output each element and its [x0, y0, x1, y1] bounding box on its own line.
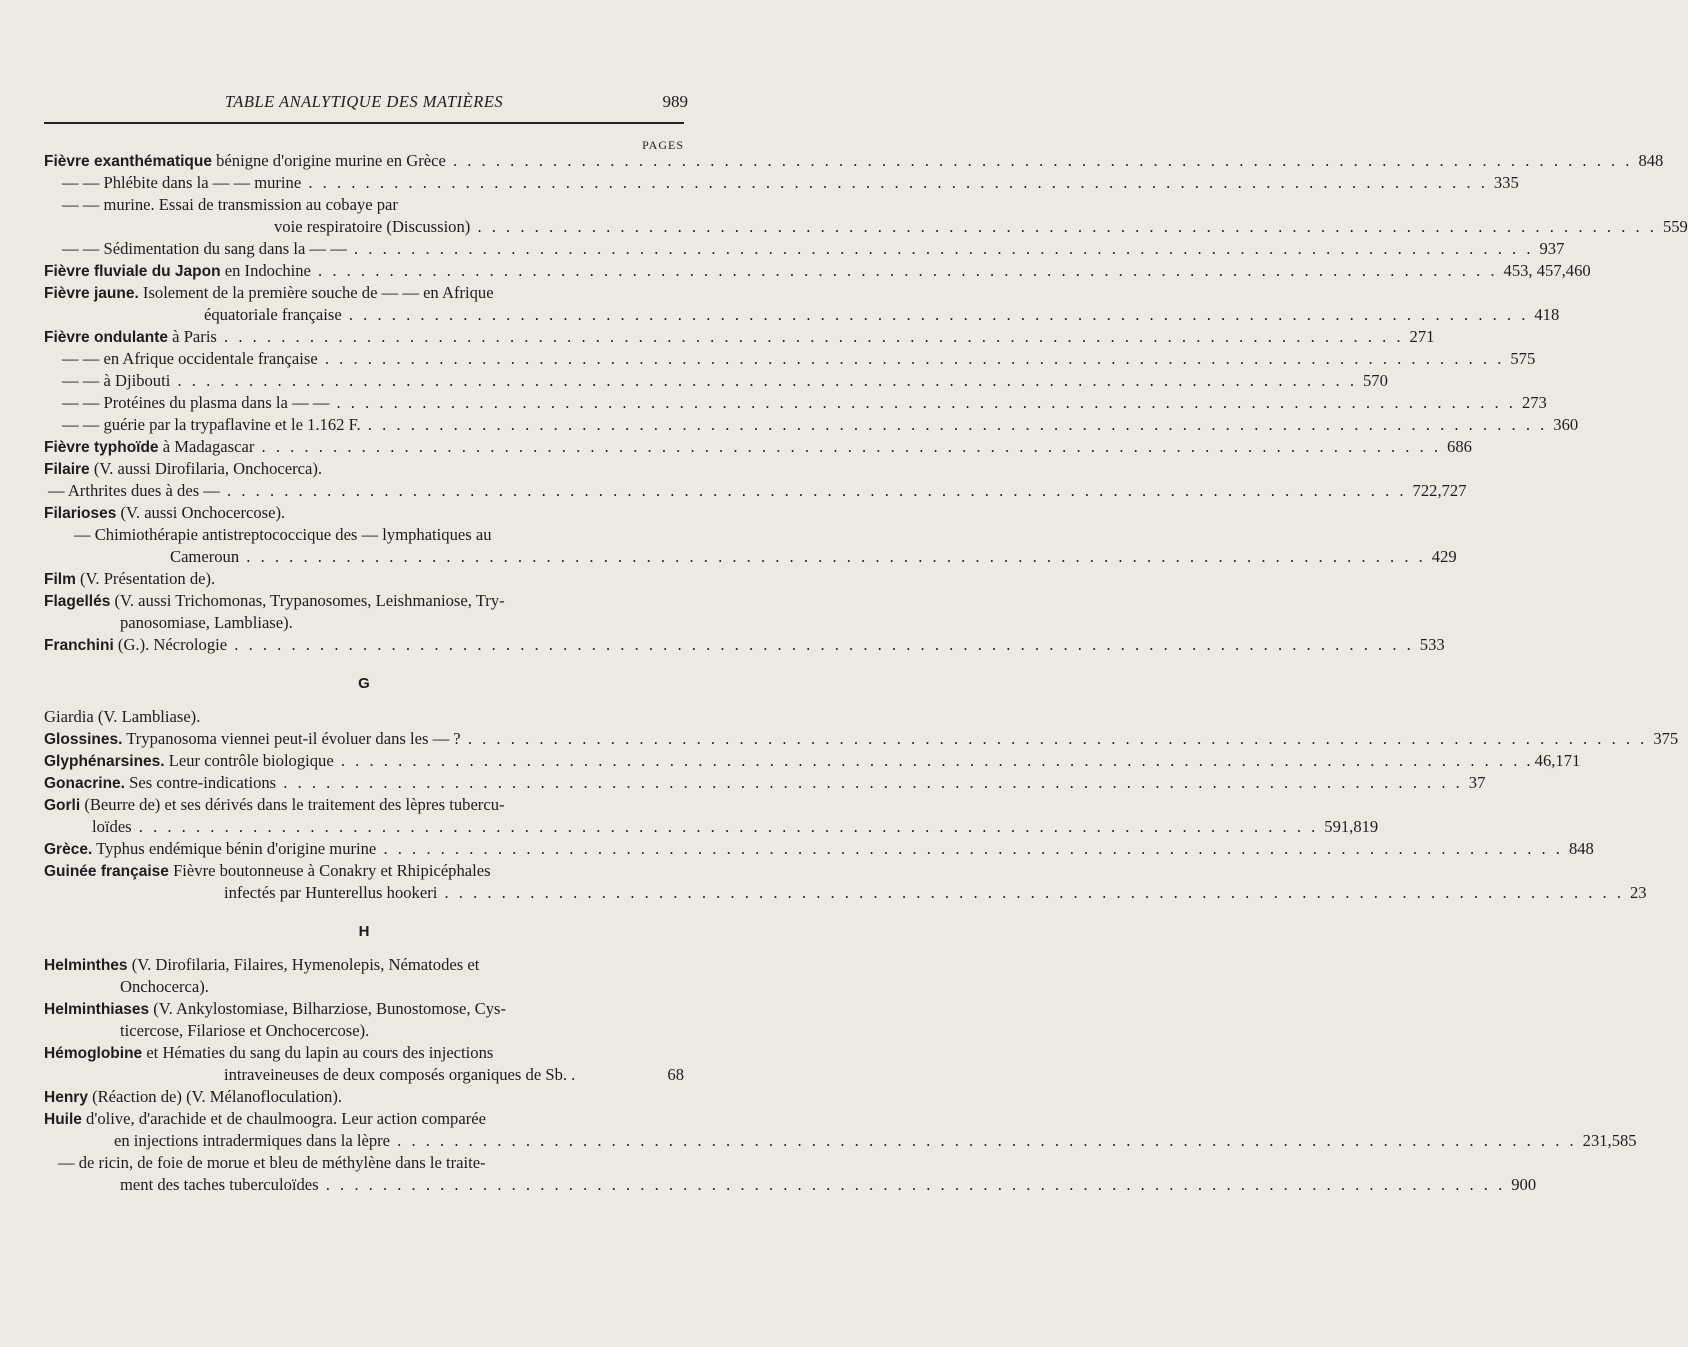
- entry-heading: Flagellés: [44, 593, 111, 610]
- index-entry: [44, 524, 684, 546]
- entry-extra-pages: 591,: [1324, 817, 1354, 836]
- entry-text: Fièvre boutonneuse à Conakry et Rhipicéphales: [168, 861, 491, 880]
- entry-text: Isolement de la première souche de — — en Afrique: [138, 283, 494, 302]
- entry-text: Trypanosoma viennei peut-il évoluer dans les — ?: [122, 729, 461, 748]
- index-entry: [44, 998, 684, 1020]
- entry-text: (V. Ankylostomiase, Bilharziose, Bunostomose, Cys-: [149, 999, 507, 1018]
- index-entries: [44, 150, 1688, 1196]
- entry-text: — — murine. Essai de transmission au cobaye par: [62, 195, 398, 214]
- entry-text: ticercose, Filariose et Onchocercose).: [120, 1021, 370, 1040]
- entry-page-number: 900: [1511, 1175, 1537, 1194]
- entry-text: à Madagascar: [158, 437, 255, 456]
- entry-text: (Beurre de) et ses dérivés dans le traitement des lèpres tubercu-: [80, 795, 505, 814]
- entry-text: (G.). Nécrologie: [113, 635, 228, 654]
- entry-page-number: 570: [1362, 371, 1388, 390]
- index-entry: [44, 860, 684, 882]
- index-entry: [44, 348, 1536, 370]
- index-entry: [44, 414, 1579, 436]
- entry-text: — Arthrites dues à des —: [48, 481, 220, 500]
- entry-heading: Helminthiases: [44, 1001, 150, 1018]
- entry-page-number: 360: [1553, 415, 1579, 434]
- index-entry: [44, 216, 1688, 238]
- entry-page-number: 686: [1447, 437, 1472, 456]
- entry-text: Cameroun: [170, 547, 240, 566]
- entry-page-number: 575: [1510, 349, 1536, 368]
- entry-page-number: 585: [1611, 1131, 1637, 1150]
- entry-text: intraveineuses de deux composés organiques de Sb. .: [224, 1065, 576, 1084]
- entry-extra-pages: . 46,: [1526, 751, 1556, 770]
- entry-text: en injections intradermiques dans la lèpre: [114, 1131, 391, 1150]
- entry-text: à Paris: [168, 327, 217, 346]
- index-entry: [44, 326, 1435, 348]
- entry-text: Leur contrôle biologique: [164, 751, 334, 770]
- index-entry: [44, 568, 684, 590]
- entry-text: — — Protéines du plasma dans la — —: [62, 393, 330, 412]
- page-number: 989: [662, 92, 688, 111]
- entry-page-number: 37: [1468, 773, 1486, 792]
- entry-text: — — Phlébite dans la — — murine: [62, 173, 302, 192]
- entry-text: bénigne d'origine murine en Grèce: [211, 151, 446, 170]
- index-entry: [44, 728, 1679, 750]
- entry-extra-pages: 231,: [1582, 1131, 1612, 1150]
- index-entry: [44, 480, 1467, 502]
- entry-page-number: 727: [1441, 481, 1467, 500]
- entry-page-number: 418: [1534, 305, 1560, 324]
- index-entry: [44, 546, 1457, 568]
- index-entry: [44, 1086, 684, 1108]
- index-entry: [44, 370, 1388, 392]
- index-entry: [44, 590, 684, 612]
- entry-text: Typhus endémique bénin d'origine murine: [92, 839, 377, 858]
- index-entry: [44, 634, 1445, 656]
- header-rule: [44, 122, 684, 124]
- index-entry: [44, 238, 1565, 260]
- entry-text: — de ricin, de foie de morue et bleu de méthylène dans le traite-: [58, 1153, 486, 1172]
- entry-text: (V. Dirofilaria, Filaires, Hymenolepis, Nématodes et: [127, 955, 480, 974]
- entry-text: (V. aussi Onchocercose).: [116, 503, 286, 522]
- pages-column-label: PAGES: [642, 138, 684, 152]
- entry-heading: Gorli: [44, 797, 81, 814]
- running-title: TABLE ANALYTIQUE DES MATIÈRES: [224, 92, 504, 111]
- entry-heading: Fièvre jaune.: [44, 285, 139, 302]
- entry-page-number: 559: [1662, 217, 1688, 236]
- index-entry: [44, 172, 1519, 194]
- entry-heading: Fièvre typhoïde: [44, 439, 159, 456]
- index-entry: [44, 1152, 684, 1174]
- entry-heading: Filaire: [44, 461, 90, 478]
- entry-text: (V. Présentation de).: [75, 569, 216, 588]
- entry-text: d'olive, d'arachide et de chaulmoogra. Leur action comparée: [81, 1109, 486, 1128]
- entry-heading: Fièvre exanthématique: [44, 153, 212, 170]
- entry-page-number: 271: [1409, 327, 1435, 346]
- entry-heading: Film: [44, 571, 76, 588]
- index-entry: [44, 194, 684, 216]
- entry-text: infectés par Hunterellus hookeri: [224, 883, 438, 902]
- entry-heading: Filarioses: [44, 505, 117, 522]
- entry-text: — Chimiothérapie antistreptococcique des — lymphatiques au: [74, 525, 492, 544]
- entry-text: (V. aussi Trichomonas, Trypanosomes, Leishmaniose, Try-: [110, 591, 505, 610]
- entry-heading: Gonacrine.: [44, 775, 125, 792]
- index-entry: [44, 150, 1664, 172]
- entry-text: Giardia (V. Lambliase).: [44, 707, 201, 726]
- entry-text: loïdes: [92, 817, 132, 836]
- entry-extra-pages: 453, 457,: [1503, 261, 1566, 280]
- index-entry: [44, 794, 684, 816]
- entry-text: (Réaction de) (V. Mélanofloculation).: [87, 1087, 342, 1106]
- entry-heading: Henry: [44, 1089, 88, 1106]
- index-entry: [44, 816, 1379, 838]
- entry-page-number: 848: [1638, 151, 1664, 170]
- index-entry: [44, 612, 684, 634]
- index-entry: [44, 838, 1594, 860]
- entry-heading: Hémoglobine: [44, 1045, 143, 1062]
- entry-page-number: 375: [1653, 729, 1679, 748]
- entry-text: Onchocerca).: [120, 977, 209, 996]
- entry-heading: Grèce.: [44, 841, 93, 858]
- index-entry: [44, 1064, 684, 1086]
- entry-page-number: 429: [1431, 547, 1457, 566]
- index-entry: [44, 976, 684, 998]
- entry-page-number: 533: [1419, 635, 1445, 654]
- index-entry: [44, 1020, 684, 1042]
- index-entry: [44, 1042, 684, 1064]
- index-entry: [44, 392, 1547, 414]
- index-entry: [44, 458, 684, 480]
- page-header: [44, 92, 688, 116]
- entry-text: — — en Afrique occidentale française: [62, 349, 318, 368]
- index-entry: [44, 1108, 684, 1130]
- entry-text: — — guérie par la trypaflavine et le 1.162 F.: [62, 415, 361, 434]
- entry-heading: Huile: [44, 1111, 82, 1128]
- entry-page-number: 273: [1521, 393, 1547, 412]
- section-letter: H: [358, 923, 370, 940]
- entry-heading: Franchini: [44, 637, 114, 654]
- entry-page-number: 171: [1555, 751, 1581, 770]
- entry-text: voie respiratoire (Discussion): [274, 217, 471, 236]
- entry-text: Ses contre-indications: [124, 773, 277, 792]
- entry-text: panosomiase, Lambliase).: [120, 613, 293, 632]
- entry-page-number: 937: [1539, 239, 1565, 258]
- entry-text: — — à Djibouti: [62, 371, 171, 390]
- index-entry: [44, 282, 684, 304]
- index-entry: [44, 260, 1591, 282]
- entry-page-number: 68: [667, 1065, 684, 1084]
- entry-heading: Helminthes: [44, 957, 128, 974]
- index-entry: [44, 304, 1560, 326]
- entry-page-number: 335: [1493, 173, 1519, 192]
- index-entry: [44, 750, 1581, 772]
- index-entry: [44, 882, 1647, 904]
- entry-heading: Fièvre ondulante: [44, 329, 169, 346]
- entry-heading: Fièvre fluviale du Japon: [44, 263, 221, 280]
- index-entry: [44, 706, 684, 728]
- entry-text: (V. aussi Dirofilaria, Onchocerca).: [89, 459, 323, 478]
- entry-text: ment des taches tuberculoïdes: [120, 1175, 319, 1194]
- entry-page-number: 23: [1629, 883, 1647, 902]
- entry-text: en Indochine: [220, 261, 311, 280]
- section-letter: G: [358, 675, 370, 692]
- entry-page-number: 819: [1353, 817, 1379, 836]
- entry-extra-pages: 722,: [1412, 481, 1442, 500]
- index-entry: [44, 954, 684, 976]
- index-entry: [44, 502, 684, 524]
- entry-text: et Hématies du sang du lapin au cours des injections: [142, 1043, 494, 1062]
- entry-heading: Glyphénarsines.: [44, 753, 165, 770]
- index-entry: [44, 436, 1472, 458]
- entry-text: — — Sédimentation du sang dans la — —: [62, 239, 347, 258]
- entry-heading: Glossines.: [44, 731, 123, 748]
- entry-page-number: 460: [1565, 261, 1591, 280]
- index-entry: [44, 1174, 1537, 1196]
- entry-heading: Guinée française: [44, 863, 169, 880]
- entry-page-number: 848: [1568, 839, 1594, 858]
- index-entry: [44, 772, 1486, 794]
- entry-text: équatoriale française: [204, 305, 342, 324]
- index-entry: [44, 1130, 1637, 1152]
